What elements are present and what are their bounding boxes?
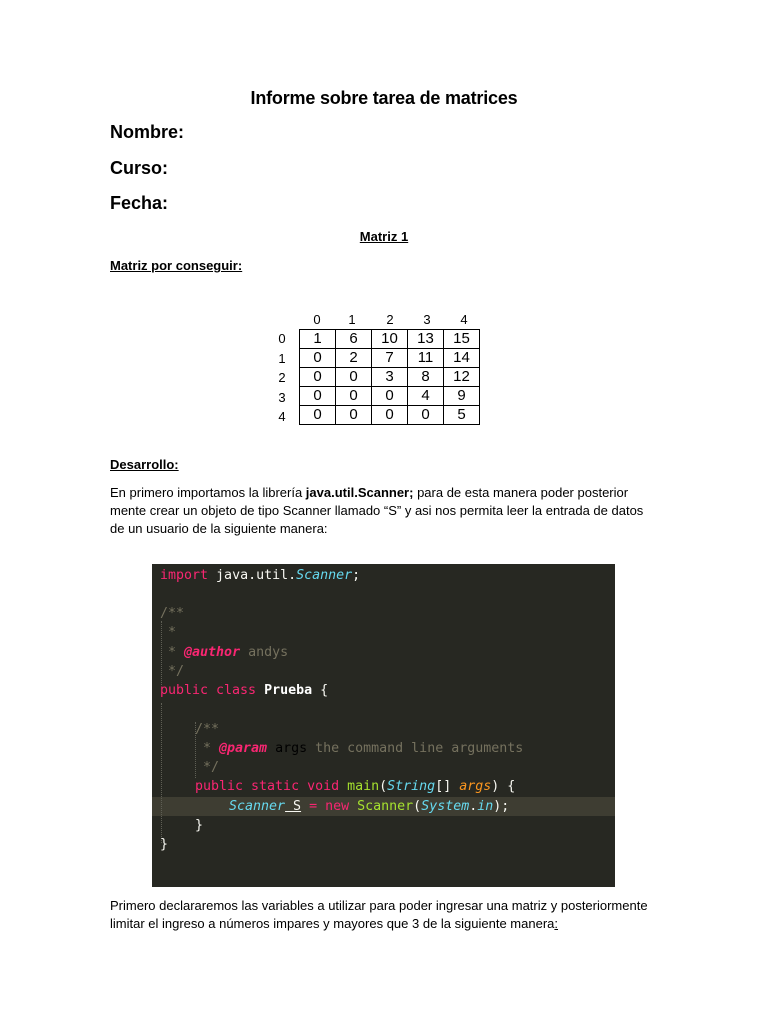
matrix-cell: 0 (300, 406, 336, 425)
code-line: Scanner S = new Scanner(System.in); (229, 799, 510, 814)
matrix-cell: 13 (408, 330, 444, 349)
code-line: * (160, 625, 177, 640)
matrix-cell: 5 (444, 406, 480, 425)
fecha-label: Fecha: (110, 193, 169, 213)
code-line: public class Prueba { (160, 683, 329, 698)
matrix-col-header: 2 (386, 312, 394, 327)
code-line: /** (160, 606, 185, 621)
matriz-subheading: Matriz por conseguir: (110, 258, 243, 273)
matrix-row (300, 406, 480, 425)
matrix-cell: 10 (372, 330, 408, 349)
matrix-row-header: 0 (278, 331, 286, 346)
code-line: /** (195, 722, 220, 737)
matrix-col-header: 4 (460, 312, 468, 327)
code-line: } (160, 837, 169, 852)
matrix-cell: 3 (372, 368, 408, 387)
matrix-cell: 1 (300, 330, 336, 349)
matrix-cell: 11 (408, 349, 444, 368)
matrix-row-header: 1 (278, 351, 286, 366)
matrix-cell: 0 (372, 406, 408, 425)
matrix-col-header: 3 (423, 312, 431, 327)
matrix-cell: 0 (300, 349, 336, 368)
code-line: import java.util.Scanner; (160, 568, 361, 583)
code-line: } (195, 818, 204, 833)
code-line: */ (160, 664, 185, 679)
paragraph-intro (110, 484, 650, 538)
matrix-table (299, 329, 480, 425)
matrix-cell: 6 (336, 330, 372, 349)
matrix-cell: 4 (408, 387, 444, 406)
paragraph-text: : (554, 916, 559, 931)
matrix-cell: 0 (300, 387, 336, 406)
matrix-cell: 0 (300, 368, 336, 387)
library-name: java.util.Scanner; (305, 485, 414, 500)
code-line: * @author andys (160, 645, 289, 660)
matriz-heading: Matriz 1 (359, 229, 409, 244)
matrix-row (300, 387, 480, 406)
matrix-col-header: 0 (313, 312, 321, 327)
matrix-cell: 0 (336, 368, 372, 387)
code-screenshot (152, 564, 615, 887)
nombre-label: Nombre: (110, 122, 185, 142)
code-line: public static void main(String[] args) { (195, 779, 516, 794)
matrix-row (300, 349, 480, 368)
matrix-cell: 2 (336, 349, 372, 368)
matrix-cell: 15 (444, 330, 480, 349)
matrix-figure (272, 312, 492, 432)
matrix-row (300, 330, 480, 349)
matrix-row (300, 368, 480, 387)
matrix-row-header: 2 (278, 370, 286, 385)
matrix-cell: 7 (372, 349, 408, 368)
curso-label: Curso: (110, 158, 168, 178)
matrix-cell: 0 (408, 406, 444, 425)
matrix-cell: 0 (372, 387, 408, 406)
document-title: Informe sobre tarea de matrices (250, 88, 518, 108)
paragraph-text: En primero importamos la librería (110, 485, 306, 500)
matrix-row-header: 4 (278, 409, 286, 424)
matrix-cell: 8 (408, 368, 444, 387)
matrix-cell: 0 (336, 406, 372, 425)
desarrollo-heading: Desarrollo: (110, 457, 179, 472)
code-line: */ (195, 760, 220, 775)
matrix-cell: 14 (444, 349, 480, 368)
matrix-row-header: 3 (278, 390, 286, 405)
matrix-cell: 9 (444, 387, 480, 406)
paragraph-text: Primero declararemos las variables a utilizar para poder ingresar una matriz y posteriormente limitar el ingreso a números impares y mayores que 3 de la siguiente manera (110, 898, 648, 931)
matrix-col-header: 1 (348, 312, 356, 327)
matrix-cell: 0 (336, 387, 372, 406)
paragraph-text: para de esta manera poder posterior mente crear un objeto de tipo Scanner llamado “S” y asi nos permita leer la entrada de datos de un usuario de la siguiente manera: (110, 485, 644, 536)
indent-guide (161, 703, 162, 843)
code-line: * @param args the command line arguments (195, 741, 524, 756)
paragraph-variables (110, 897, 650, 933)
matrix-cell: 12 (444, 368, 480, 387)
